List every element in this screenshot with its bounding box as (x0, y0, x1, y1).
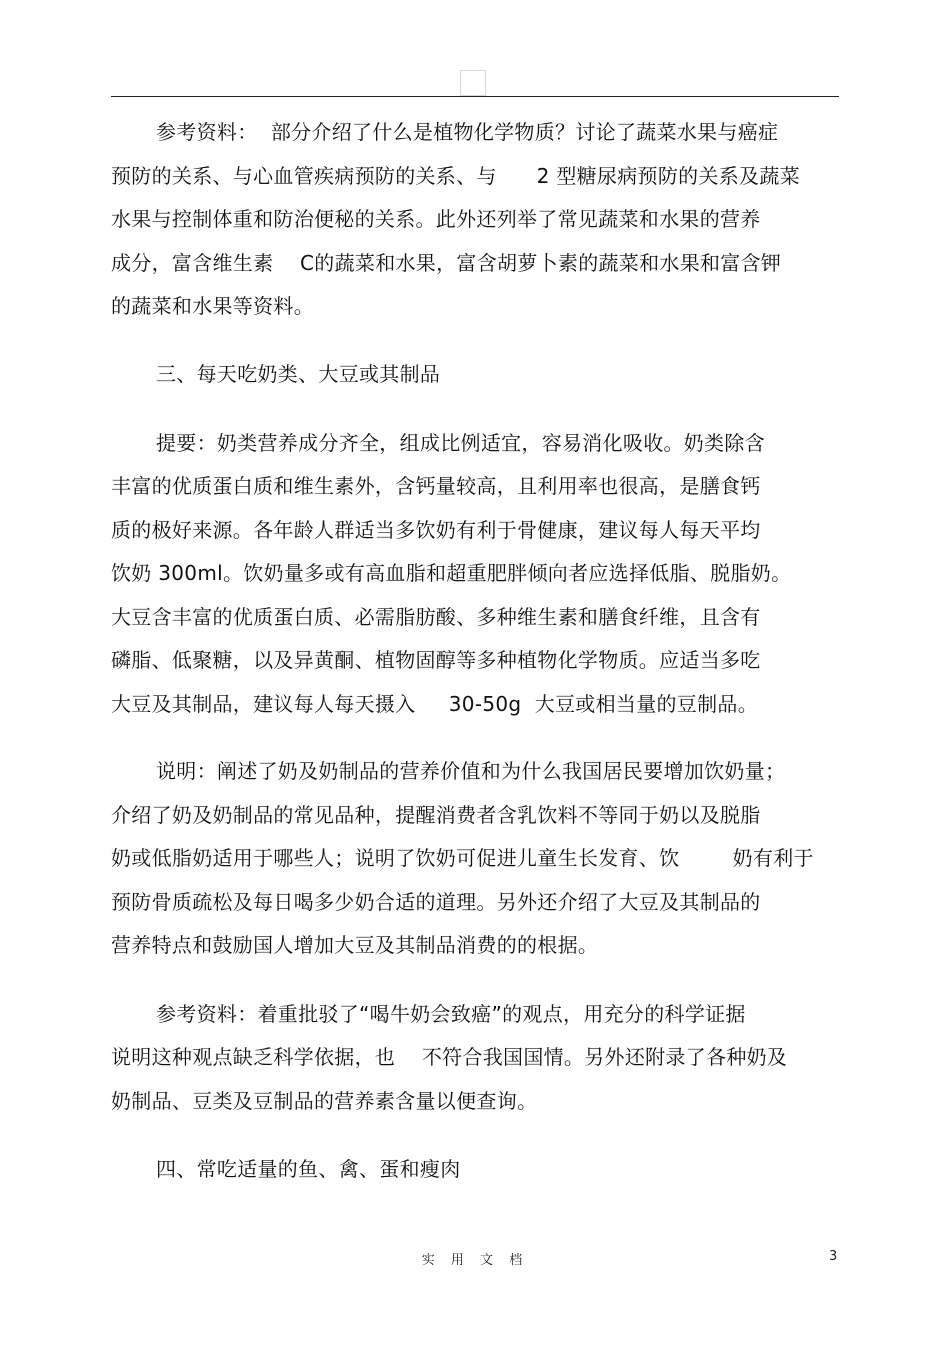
explanation-line-4: 预防骨质疏松及每日喝多少奶合适的道理。另外还介绍了大豆及其制品的 (111, 890, 761, 914)
summary-line-7: 大豆及其制品，建议每人每天摄入 30-50g 大豆或相当量的豆制品。 (111, 692, 759, 716)
ref1-line-1: 参考资料： 部分介绍了什么是植物化学物质？讨论了蔬菜水果与癌症 (156, 120, 779, 144)
section-heading-4: 四、常吃适量的鱼、禽、蛋和瘦肉 (156, 1157, 461, 1181)
ref1-line-4: 成分，富含维生素 C的蔬菜和水果，富含胡萝卜素的蔬菜和水果和富含钾 (111, 251, 782, 275)
summary-line-2: 丰富的优质蛋白质和维生素外，含钙量较高，且利用率也很高，是膳食钙 (111, 474, 761, 498)
section-heading-3: 三、每天吃奶类、大豆或其制品 (156, 362, 441, 386)
summary-line-5: 大豆含丰富的优质蛋白质、必需脂肪酸、多种维生素和膳食纤维，且含有 (111, 605, 761, 629)
ref2-line-2: 说明这种观点缺乏科学依据，也 不符合我国国情。另外还附录了各种奶及 (111, 1045, 788, 1069)
explanation-line-5: 营养特点和鼓励国人增加大豆及其制品消费的的根据。 (111, 933, 599, 957)
ref1-line-2: 预防的关系、与心血管疾病预防的关系、与 2 型糖尿病预防的关系及蔬菜 (111, 164, 800, 188)
page-corner-mark (460, 70, 486, 96)
ref2-line-1: 参考资料：着重批驳了“喝牛奶会致癌”的观点，用充分的科学证据 (156, 1002, 746, 1026)
page-number: 3 (829, 1249, 838, 1264)
summary-line-3: 质的极好来源。各年龄人群适当多饮奶有利于骨健康，建议每人每天平均 (111, 518, 761, 542)
explanation-line-3: 奶或低脂奶适用于哪些人；说明了饮奶可促进儿童生长发育、饮 奶有利于 (111, 846, 814, 870)
footer-label: 实 用 文 档 (421, 1253, 529, 1268)
ref2-line-3: 奶制品、豆类及豆制品的营养素含量以便查询。 (111, 1089, 538, 1113)
summary-line-1: 提要：奶类营养成分齐全，组成比例适宜，容易消化吸收。奶类除含 (156, 431, 765, 455)
ref1-line-5: 的蔬菜和水果等资料。 (111, 294, 314, 318)
summary-line-4: 饮奶 300ml。饮奶量多或有高血脂和超重肥胖倾向者应选择低脂、脱脂奶。 (111, 561, 792, 585)
header-rule (111, 96, 839, 97)
explanation-line-1: 说明：阐述了奶及奶制品的营养价值和为什么我国居民要增加饮奶量； (156, 759, 786, 783)
summary-line-6: 磷脂、低聚糖，以及异黄酮、植物固醇等多种植物化学物质。应适当多吃 (111, 648, 761, 672)
explanation-line-2: 介绍了奶及奶制品的常见品种，提醒消费者含乳饮料不等同于奶以及脱脂 (111, 803, 761, 827)
ref1-line-3: 水果与控制体重和防治便秘的关系。此外还列举了常见蔬菜和水果的营养 (111, 207, 761, 231)
